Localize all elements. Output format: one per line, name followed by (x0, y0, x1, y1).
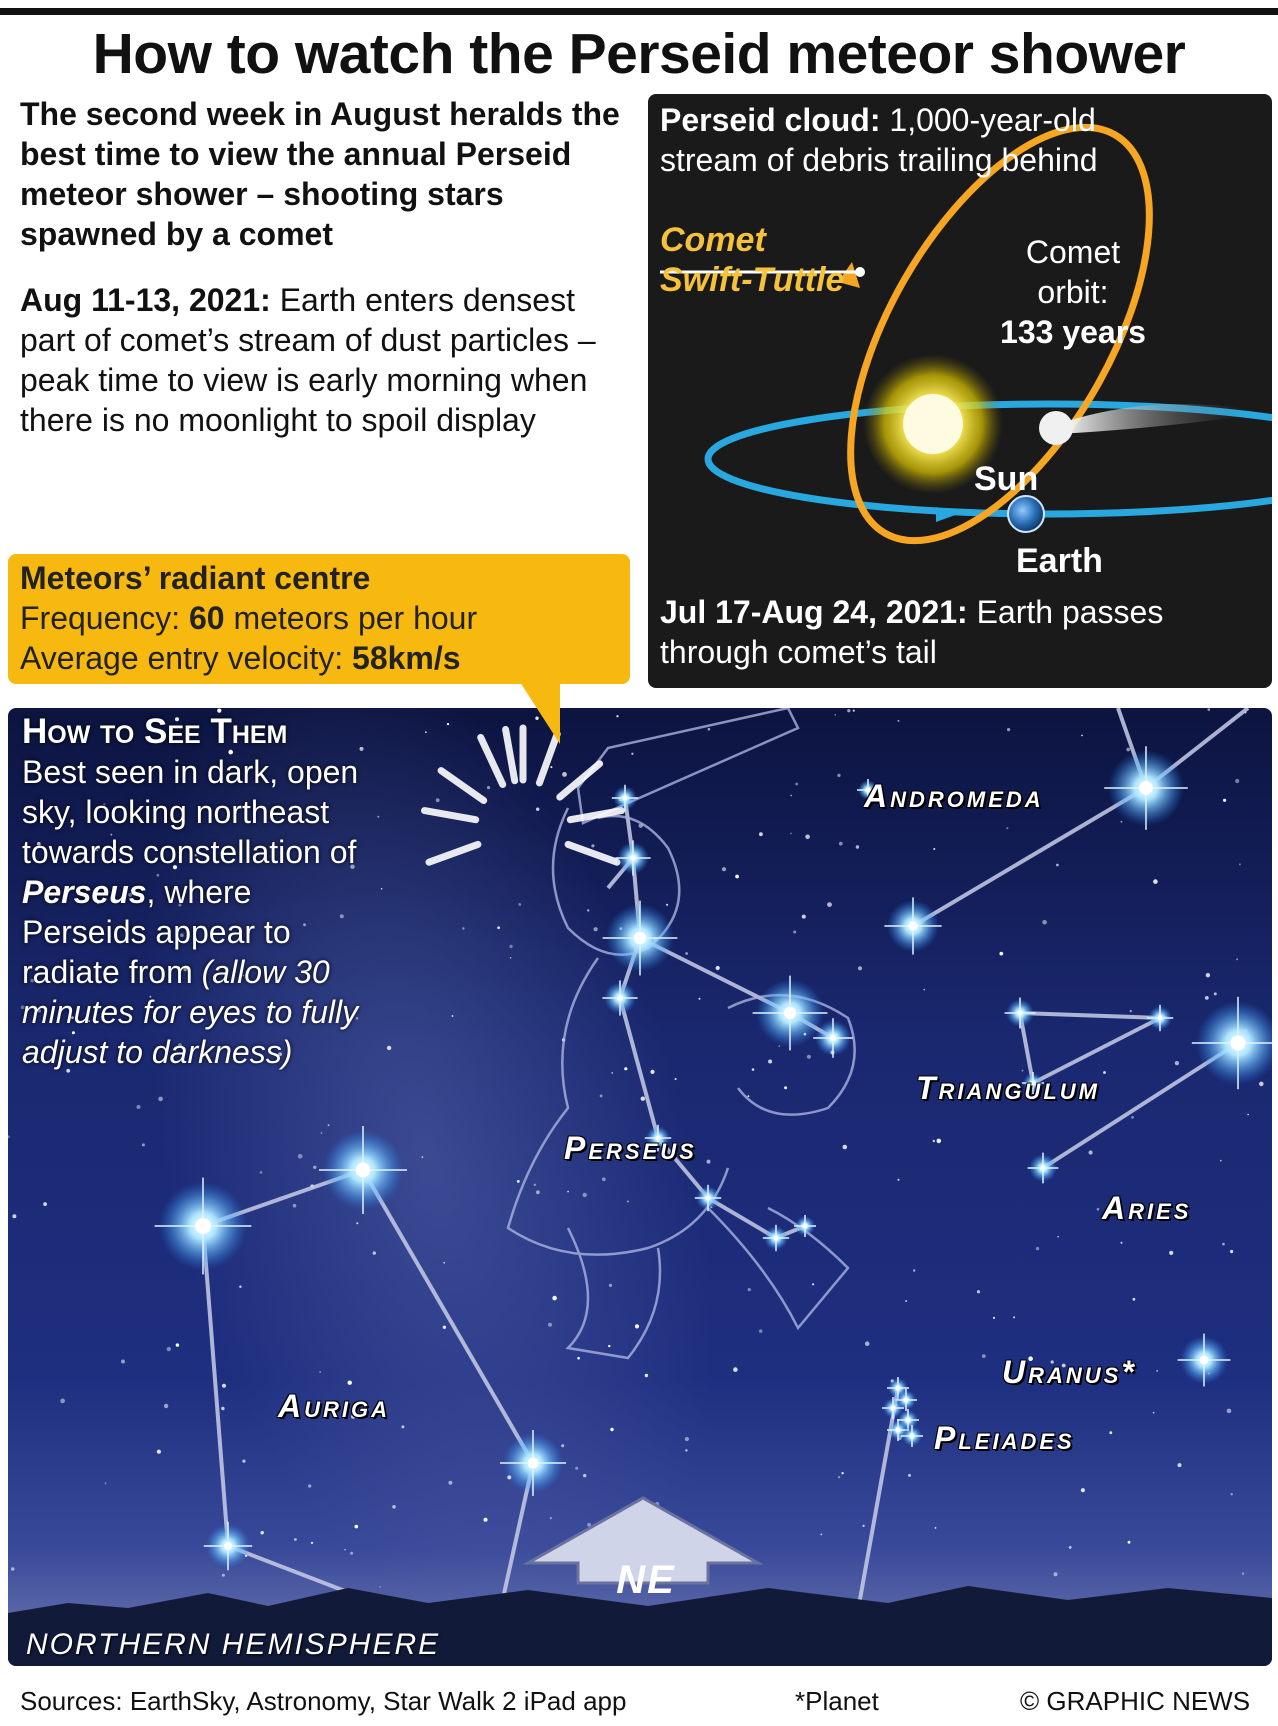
small-star (561, 1444, 564, 1447)
small-star (1178, 1463, 1182, 1467)
freq-label: Frequency: (20, 600, 189, 636)
small-star (1239, 863, 1241, 865)
small-star (355, 1525, 359, 1529)
small-star (1013, 1316, 1015, 1318)
small-star (685, 1449, 687, 1451)
ne-label: NE (616, 1558, 676, 1602)
small-star (447, 723, 449, 725)
label-andromeda: Andromeda (864, 778, 1044, 814)
small-star (401, 1425, 404, 1428)
orbit-label-line2: orbit: (1037, 274, 1109, 310)
peak-paragraph (20, 280, 620, 440)
small-star (1042, 920, 1047, 925)
orbit-label (948, 232, 1198, 352)
small-star (708, 728, 711, 731)
small-star (1120, 821, 1122, 823)
tail-paragraph (660, 592, 1260, 672)
small-star (1056, 864, 1059, 867)
small-star (1247, 1114, 1249, 1116)
label-aries: Aries (1102, 1190, 1192, 1226)
small-star (838, 1476, 840, 1478)
bright-star (1005, 998, 1036, 1029)
small-star (699, 998, 701, 1000)
small-star (1222, 1243, 1225, 1246)
small-star (685, 1437, 689, 1441)
label-triangulum: Triangulum (916, 1070, 1100, 1106)
small-star (1220, 1160, 1222, 1162)
small-star (759, 1329, 762, 1332)
bright-star (1178, 1334, 1231, 1387)
small-star (261, 1531, 264, 1534)
small-star (60, 1399, 65, 1404)
label-pleiades: Pleiades (934, 1420, 1075, 1456)
small-star (443, 1326, 446, 1329)
cloud-description (660, 100, 1160, 180)
small-star (1121, 1242, 1123, 1244)
small-star (1069, 1546, 1072, 1549)
small-star (993, 1317, 995, 1319)
howto-perseus: Perseus (22, 874, 147, 910)
small-star (759, 832, 763, 836)
label-uranus: Uranus* (1002, 1354, 1137, 1390)
small-star (853, 710, 855, 712)
small-star (443, 1262, 445, 1264)
small-star (43, 1202, 47, 1206)
small-star (1131, 1116, 1134, 1119)
howto-title: How to See Them (22, 712, 288, 751)
sky-map (8, 708, 1272, 1666)
small-star (242, 1460, 245, 1463)
small-star (784, 1086, 787, 1089)
comet-name-line2: Swift-Tuttle (660, 261, 845, 299)
small-star (752, 1068, 755, 1071)
earth-label: Earth (1016, 542, 1103, 580)
small-star (487, 786, 490, 789)
small-star (1223, 799, 1226, 802)
small-star (462, 927, 464, 929)
peak-text: Earth enters densest part of comet’s stream of dust particles – peak time to view is early morning when there is no moonlight to spoil display (20, 282, 596, 438)
small-star (863, 1525, 865, 1527)
small-star (635, 1324, 639, 1328)
callout-pointer (520, 682, 570, 752)
intro-text: The second week in August heralds the best time to view the annual Perseid meteor shower – shooting stars spawned by a comet (20, 96, 620, 252)
small-star (583, 1193, 587, 1197)
small-star (121, 1360, 125, 1364)
small-star (768, 1060, 772, 1064)
small-star (1175, 1061, 1179, 1065)
small-star (12, 1214, 16, 1218)
small-star (294, 1538, 297, 1541)
small-star (1054, 1572, 1058, 1576)
small-star (548, 1323, 552, 1327)
small-star (509, 945, 512, 948)
howto-text2: , where Perseids appear to radiate from (22, 874, 291, 990)
sun-core (903, 394, 963, 454)
small-star (350, 1552, 353, 1555)
small-star (1230, 1250, 1233, 1253)
small-star (1081, 1488, 1085, 1492)
small-star (436, 798, 440, 802)
small-star (1126, 748, 1130, 752)
small-star (935, 1527, 937, 1529)
bright-star (794, 1215, 816, 1237)
sword-outline (578, 708, 798, 823)
small-star (716, 966, 720, 970)
label-auriga: Auriga (278, 1388, 390, 1424)
small-star (379, 1586, 381, 1588)
earth-icon (1008, 496, 1044, 532)
small-star (164, 1404, 168, 1408)
small-star (1036, 1247, 1039, 1250)
small-star (158, 1097, 163, 1102)
small-star (795, 783, 798, 786)
footer (0, 1672, 1278, 1726)
small-star (722, 867, 726, 871)
small-star (1153, 879, 1158, 884)
small-star (977, 1290, 980, 1293)
small-star (536, 808, 539, 811)
small-star (1235, 779, 1239, 783)
small-star (1156, 1370, 1158, 1372)
small-star (313, 1166, 316, 1169)
small-star (1133, 1298, 1136, 1301)
small-star (1128, 1541, 1131, 1544)
small-star (221, 1407, 224, 1410)
small-star (448, 1481, 452, 1485)
orbit-label-line1: Comet (1025, 234, 1121, 270)
small-star (8, 1135, 10, 1138)
small-star (1206, 973, 1210, 977)
radiant-title: Meteors’ radiant centre (20, 560, 371, 596)
bright-star (204, 1522, 252, 1570)
small-star (685, 952, 688, 955)
small-star (484, 1518, 488, 1522)
small-star (1007, 728, 1010, 731)
small-star (518, 903, 521, 906)
small-star (510, 957, 512, 959)
small-star (748, 1288, 751, 1291)
small-star (645, 1374, 648, 1377)
small-star (1259, 1082, 1264, 1087)
bright-star (763, 1225, 789, 1251)
small-star (843, 1145, 848, 1150)
small-star (905, 1300, 907, 1302)
small-star (611, 1072, 613, 1074)
radiant-callout (8, 554, 630, 684)
small-star (982, 1354, 986, 1358)
small-star (536, 1190, 540, 1194)
cloud-text: 1,000-year-old stream of debris trailing behind (660, 102, 1098, 178)
small-star (641, 1097, 645, 1101)
small-star (908, 1474, 911, 1477)
small-star (222, 1574, 225, 1577)
small-star (898, 720, 900, 722)
small-star (650, 1070, 654, 1074)
small-star (348, 1381, 352, 1385)
small-star (328, 1124, 330, 1126)
small-star (387, 1046, 391, 1050)
small-star (790, 795, 792, 797)
small-star (707, 1160, 711, 1164)
small-star (157, 1450, 161, 1454)
small-star (913, 1269, 915, 1271)
comet-icon (1039, 411, 1073, 445)
small-star (1227, 1409, 1232, 1414)
small-star (923, 989, 925, 991)
small-star (1097, 1208, 1100, 1211)
small-star (308, 1484, 311, 1487)
small-star (820, 1534, 822, 1536)
small-star (802, 915, 806, 919)
small-star (898, 1179, 900, 1181)
hemisphere-label: NORTHERN HEMISPHERE (26, 1628, 441, 1661)
small-star (834, 714, 836, 716)
tail-text: Earth passes through comet’s tail (660, 594, 1164, 670)
small-star (517, 1180, 520, 1183)
small-star (583, 1474, 586, 1477)
small-star (933, 1140, 935, 1142)
small-star (344, 1549, 346, 1551)
vel-label: Average entry velocity: (20, 640, 353, 676)
small-star (1081, 735, 1083, 737)
vel-value: 58km/s (352, 640, 461, 676)
page-title: How to watch the Perseid meteor shower (92, 22, 1186, 86)
small-star (1205, 996, 1209, 1000)
small-star (937, 1139, 942, 1144)
top-rule (0, 8, 1278, 15)
small-star (105, 1482, 107, 1484)
small-star (575, 1467, 578, 1470)
small-star (1231, 1493, 1233, 1495)
label-perseus: Perseus (564, 1130, 697, 1166)
small-star (577, 1357, 580, 1360)
small-star (1242, 1572, 1244, 1574)
howto-note: (allow 30 minutes for eyes to fully adjust to darkness) (22, 954, 359, 1070)
small-star (239, 1286, 241, 1288)
howto-text1: Best seen in dark, open sky, looking northeast towards constellation of (22, 754, 359, 870)
small-star (567, 1191, 569, 1193)
credit: © GRAPHIC NEWS (1020, 1686, 1251, 1716)
small-star (591, 844, 594, 847)
small-star (1208, 708, 1211, 711)
orbit-period: 133 years (1000, 314, 1146, 350)
small-star (748, 1095, 750, 1097)
small-star (837, 774, 840, 777)
small-star (562, 772, 567, 777)
small-star (805, 835, 810, 840)
small-star (847, 709, 850, 712)
pointer-dot (855, 267, 865, 277)
small-star (293, 1204, 297, 1208)
small-star (373, 1251, 376, 1254)
small-star (865, 1341, 870, 1346)
cloud-label: Perseid cloud: (660, 102, 881, 138)
peak-date: Aug 11-13, 2021: (20, 282, 271, 318)
small-star (733, 1367, 738, 1372)
small-star (999, 952, 1003, 956)
small-star (137, 1105, 141, 1109)
small-star (392, 1505, 396, 1509)
sources: Sources: EarthSky, Astronomy, Star Walk 2 iPad app (20, 1686, 627, 1716)
small-star (11, 1567, 15, 1571)
small-star (222, 1384, 226, 1388)
small-star (608, 1345, 610, 1347)
small-star (858, 966, 862, 970)
small-star (735, 875, 739, 879)
radiant-velocity (8, 638, 630, 678)
small-star (609, 1284, 612, 1287)
small-star (631, 753, 633, 755)
meteor-streak (570, 811, 621, 820)
tail-date: Jul 17-Aug 24, 2021: (660, 594, 968, 630)
small-star (839, 842, 843, 846)
small-star (790, 833, 792, 835)
small-star (497, 926, 500, 929)
small-star (550, 1517, 552, 1519)
small-star (600, 1095, 603, 1098)
small-star (675, 1078, 677, 1080)
small-star (856, 845, 859, 848)
sun-label: Sun (974, 460, 1039, 498)
small-star (616, 715, 618, 717)
small-star (142, 1143, 145, 1146)
small-star (812, 1283, 814, 1285)
radiant-frequency (8, 598, 630, 638)
small-star (311, 1542, 313, 1544)
comet-name (660, 220, 844, 300)
small-star (321, 1132, 323, 1134)
small-star (552, 1296, 557, 1301)
small-star (167, 1347, 171, 1351)
how-to-see-panel (22, 712, 382, 1072)
small-star (1006, 827, 1008, 829)
bright-star (884, 897, 941, 954)
wing-outline (708, 1208, 848, 1328)
small-star (356, 1222, 358, 1224)
small-star (422, 1156, 424, 1158)
small-star (602, 1177, 606, 1181)
small-star (1103, 1071, 1106, 1074)
bright-star (1192, 997, 1272, 1089)
comet-name-line1: Comet (660, 221, 766, 259)
bright-star (1104, 746, 1188, 830)
small-star (841, 1472, 843, 1474)
small-star (933, 848, 935, 850)
freq-unit: meteors per hour (224, 600, 478, 636)
small-star (1130, 1010, 1132, 1012)
bright-star (1147, 1005, 1173, 1031)
small-star (550, 766, 552, 768)
small-star (627, 1201, 629, 1203)
freq-value: 60 (188, 600, 225, 636)
small-star (425, 731, 427, 733)
small-star (298, 1154, 303, 1159)
small-star (666, 904, 668, 906)
small-star (534, 1184, 536, 1186)
small-star (452, 1015, 454, 1017)
small-star (793, 931, 796, 934)
small-star (1089, 1150, 1093, 1154)
small-star (827, 902, 832, 907)
small-star (1153, 1412, 1155, 1414)
small-star (1169, 1251, 1173, 1255)
small-star (1057, 1236, 1059, 1238)
small-star (260, 1171, 263, 1174)
small-star (319, 1371, 321, 1373)
orbit-diagram (648, 94, 1272, 688)
planet-note: *Planet (795, 1686, 879, 1716)
small-star (610, 1428, 613, 1431)
small-star (594, 927, 598, 931)
bright-star (1028, 1153, 1059, 1184)
small-star (1236, 958, 1238, 960)
small-star (587, 909, 589, 911)
small-star (176, 1343, 179, 1346)
small-star (1214, 992, 1217, 995)
small-star (807, 1055, 811, 1059)
small-star (624, 1067, 627, 1070)
small-star (1109, 1431, 1112, 1434)
